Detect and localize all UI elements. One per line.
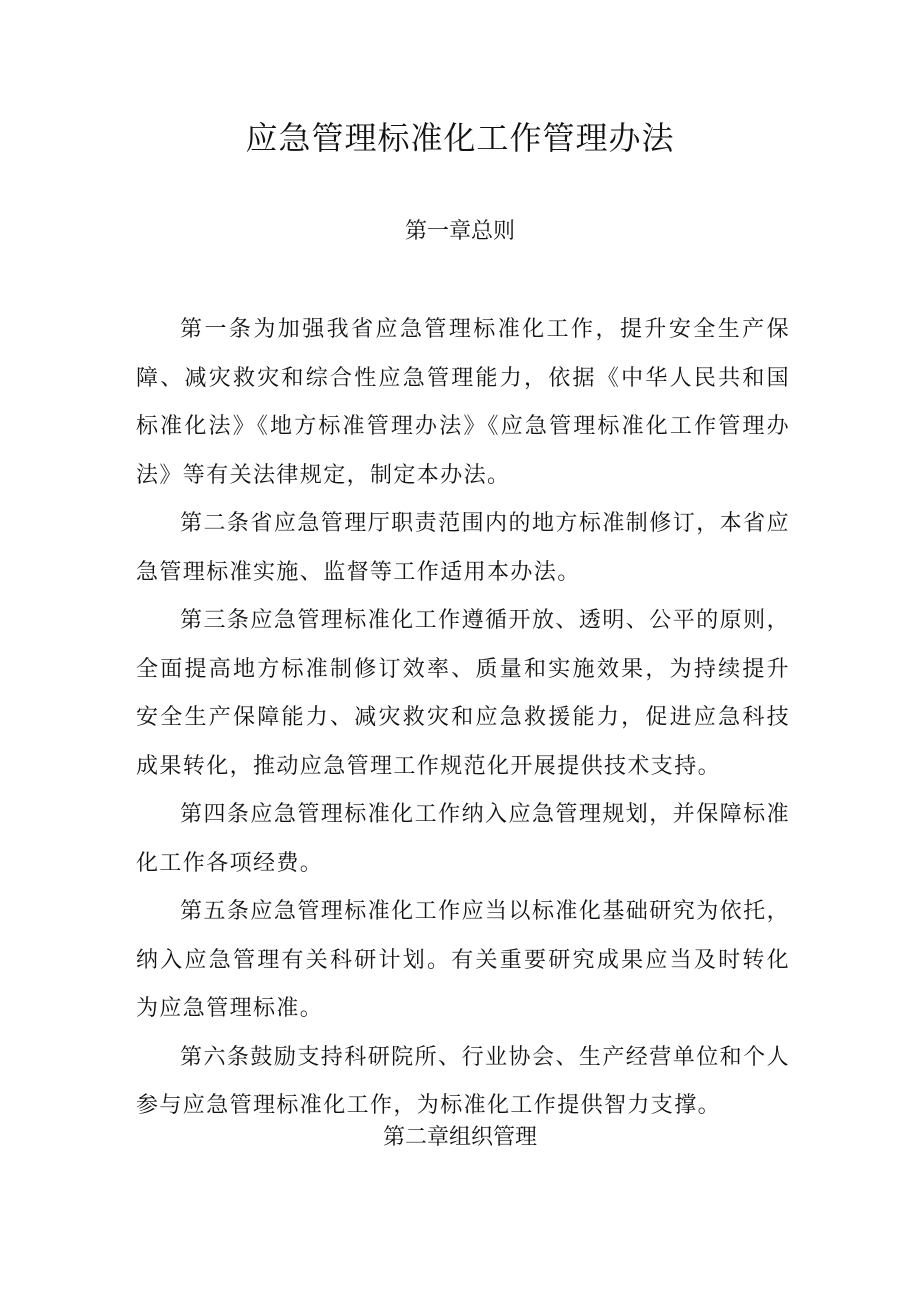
article-3: 第三条应急管理标准化工作遵循开放、透明、公平的原则，全面提高地方标准制修订效率、质量和实施效果，为持续提升安全生产保障能力、减灾救灾和应急救援能力，促进应急科技成果转化，推动应急管理工作规范化开展提供技术支持。 [136, 608, 790, 779]
article-2: 第二条省应急管理厅职责范围内的地方标准制修订，本省应急管理标准实施、监督等工作适用本办法。 [136, 511, 790, 585]
article-4: 第四条应急管理标准化工作纳入应急管理规划，并保障标准化工作各项经费。 [136, 802, 790, 876]
chapter-heading-1: 第一章总则 [404, 219, 515, 244]
chapter-1-articles [136, 306, 790, 1131]
article-6: 第六条鼓励支持科研院所、行业协会、生产经营单位和个人参与应急管理标准化工作，为标准化工作提供智力支撑。 [136, 1044, 790, 1118]
document-title: 应急管理标准化工作管理办法 [245, 119, 675, 157]
chapter-heading-2: 第二章组织管理 [382, 1125, 537, 1150]
article-5: 第五条应急管理标准化工作应当以标准化基础研究为依托，纳入应急管理有关科研计划。有关重要研究成果应当及时转化为应急管理标准。 [136, 899, 790, 1021]
article-1: 第一条为加强我省应急管理标准化工作，提升安全生产保障、减灾救灾和综合性应急管理能力，依据《中华人民共和国标准化法》《地方标准管理办法》《应急管理标准化工作管理办法》等有关法律规定，制定本办法。 [136, 317, 790, 488]
